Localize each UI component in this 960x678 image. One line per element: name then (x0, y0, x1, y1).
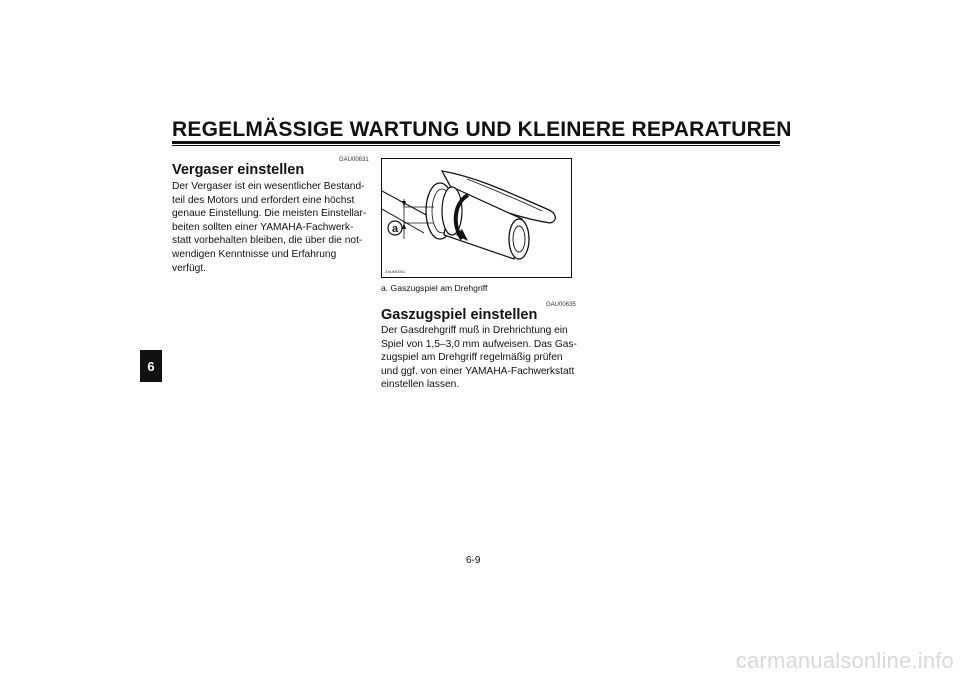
throttle-grip-figure (381, 158, 572, 278)
text-line: einstellen lassen. (381, 379, 460, 391)
text-line: zugspiel am Drehgriff regelmäßig prüfen (381, 352, 563, 364)
section-title-gaszugspiel: Gaszugspiel einstellen (381, 307, 538, 323)
figure-id: ZAUM0051 (385, 269, 406, 274)
section-code-left: GAU00631 (339, 157, 369, 163)
figure-label-a: a (391, 223, 399, 235)
text-line: Der Vergaser ist ein wesentlicher Bestand- (172, 181, 365, 192)
section-body-vergaser (172, 180, 366, 275)
text-line: beiten sollten einer YAMAHA-Fachwerk- (172, 221, 354, 233)
section-body-gaszugspiel (381, 324, 577, 392)
section-code-right: GAU00635 (546, 302, 576, 308)
text-line: Spiel von 1,5–3,0 mm aufweisen. Das Gas- (381, 338, 577, 350)
text-line: Der Gasdrehgriff muß in Drehrichtung ein (381, 325, 568, 336)
section-title-vergaser: Vergaser einstellen (172, 162, 305, 178)
header-rule (172, 141, 780, 144)
throttle-grip-illustration (382, 159, 571, 277)
figure-caption: a. Gaszugspiel am Drehgriff (381, 283, 488, 293)
text-line: und ggf. von einer YAMAHA-Fachwerkstatt (381, 365, 575, 377)
text-line: statt vorbehalten bleiben, die über die not- (172, 235, 363, 247)
chapter-tab: 6 (140, 350, 162, 382)
watermark: carmanualsonline.info (735, 648, 954, 673)
text-line: wendigen Kenntnisse und Erfahrung (172, 248, 337, 260)
text-line: verfügt. (172, 262, 206, 274)
page-number: 6-9 (466, 555, 481, 566)
text-line: genaue Einstellung. Die meisten Einstellar- (172, 208, 367, 220)
header-rule-thin (172, 145, 780, 146)
page-header-title: REGELMÄSSIGE WARTUNG UND KLEINERE REPARATUREN (172, 118, 792, 141)
text-line: teil des Motors und erfordert eine höchst (172, 194, 355, 206)
